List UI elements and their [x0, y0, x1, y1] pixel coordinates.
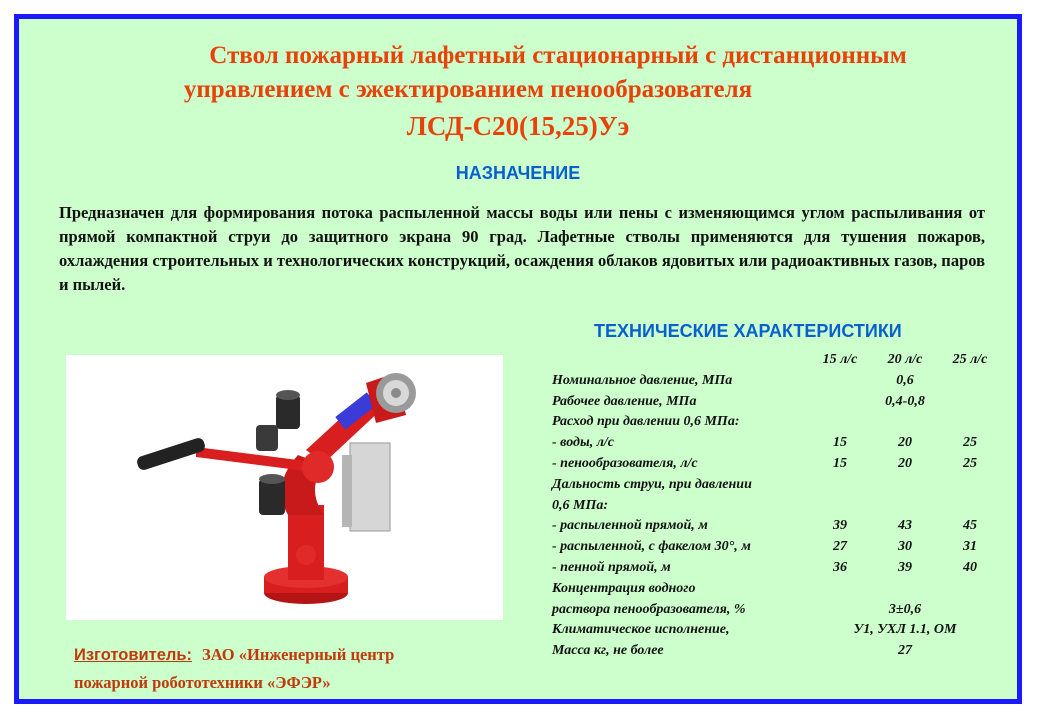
spec-label: Концентрация водного	[552, 580, 696, 596]
spec-value: 25	[963, 455, 977, 471]
spec-label: раствора пенообразователя, %	[552, 601, 746, 617]
title-line-1: Ствол пожарный лафетный стационарный с дистанционным	[209, 42, 907, 69]
spec-value: 0,4-0,8	[885, 393, 925, 409]
spec-value: 43	[898, 518, 912, 534]
spec-label: Расход при давлении 0,6 МПа:	[552, 414, 740, 430]
spec-label: - распыленной прямой, м	[552, 518, 708, 534]
spec-row	[552, 433, 1002, 454]
spec-row	[552, 537, 1002, 558]
spec-label: Рабочее давление, МПа	[552, 393, 697, 409]
spec-value: 30	[898, 539, 912, 555]
specs-header-row	[552, 350, 1002, 371]
spec-value: 31	[963, 539, 977, 555]
manufacturer	[74, 641, 394, 696]
spec-label: Климатическое исполнение,	[552, 622, 730, 638]
manufacturer-name-2: пожарной робототехники «ЭФЭР»	[74, 673, 331, 692]
spec-value: У1, УХЛ 1.1, ОМ	[853, 622, 957, 638]
col-15: 15 л/с	[822, 352, 858, 367]
spec-row	[552, 371, 1002, 392]
spec-label: Масса кг, не более	[552, 643, 664, 659]
spec-label: - пенообразователя, л/с	[552, 455, 698, 471]
spec-value: 15	[833, 455, 847, 471]
spec-value: 39	[833, 518, 847, 534]
specs-heading: ТЕХНИЧЕСКИЕ ХАРАКТЕРИСТИКИ	[594, 321, 902, 341]
spec-value: 0,6	[896, 372, 914, 388]
product-photo	[66, 355, 503, 620]
col-25: 25 л/с	[952, 352, 988, 367]
purpose-text: Предназначен для формирования потока распыленной массы воды или пены с изменяющимся углом распыливания от прямой компактной струи до защитного экрана 90 град. Лафетные стволы применяются для тушения пожаров, охлаждения строительных и технологических конструкций, осаждения облаков ядовитых или радиоактивных газов, паров и пылей.	[59, 203, 985, 294]
manufacturer-name-1: ЗАО «Инженерный центр	[202, 645, 395, 664]
spec-row	[552, 620, 1002, 641]
specs-table	[552, 350, 1002, 662]
spec-row	[552, 496, 1002, 517]
spec-row	[552, 600, 1002, 621]
spec-label: - воды, л/с	[552, 435, 614, 451]
spec-row	[552, 392, 1002, 413]
slide	[14, 14, 1022, 704]
spec-label: Дальность струи, при давлении	[552, 476, 752, 492]
manufacturer-label: Изготовитель:	[74, 646, 192, 664]
spec-row	[552, 641, 1002, 662]
spec-label: 0,6 МПа:	[552, 497, 608, 513]
spec-row	[552, 475, 1002, 496]
spec-value: 20	[898, 435, 912, 451]
spec-value: 36	[833, 559, 847, 575]
spec-value: 40	[963, 559, 977, 575]
spec-row	[552, 412, 1002, 433]
spec-row	[552, 454, 1002, 475]
col-20: 20 л/с	[887, 352, 923, 367]
title-line-2: управлением с эжектированием пенообразователя	[183, 76, 753, 103]
title-model: ЛСД-С20(15,25)Уэ	[406, 111, 630, 141]
spec-row	[552, 558, 1002, 579]
spec-value: 20	[898, 455, 912, 471]
spec-value: 15	[833, 435, 847, 451]
spec-row	[552, 516, 1002, 537]
fire-monitor-illustration	[66, 355, 503, 620]
spec-label: - пенной прямой, м	[552, 559, 671, 575]
purpose-heading: НАЗНАЧЕНИЕ	[455, 163, 581, 183]
spec-row	[552, 579, 1002, 600]
spec-value: 39	[898, 559, 912, 575]
spec-value: 27	[833, 539, 847, 555]
spec-label: - распыленной, с факелом 30°, м	[552, 539, 751, 555]
spec-value: 3±0,6	[888, 601, 922, 617]
spec-label: Номинальное давление, МПа	[552, 372, 733, 388]
spec-value: 27	[898, 643, 912, 659]
spec-value: 45	[963, 518, 977, 534]
spec-value: 25	[963, 435, 977, 451]
